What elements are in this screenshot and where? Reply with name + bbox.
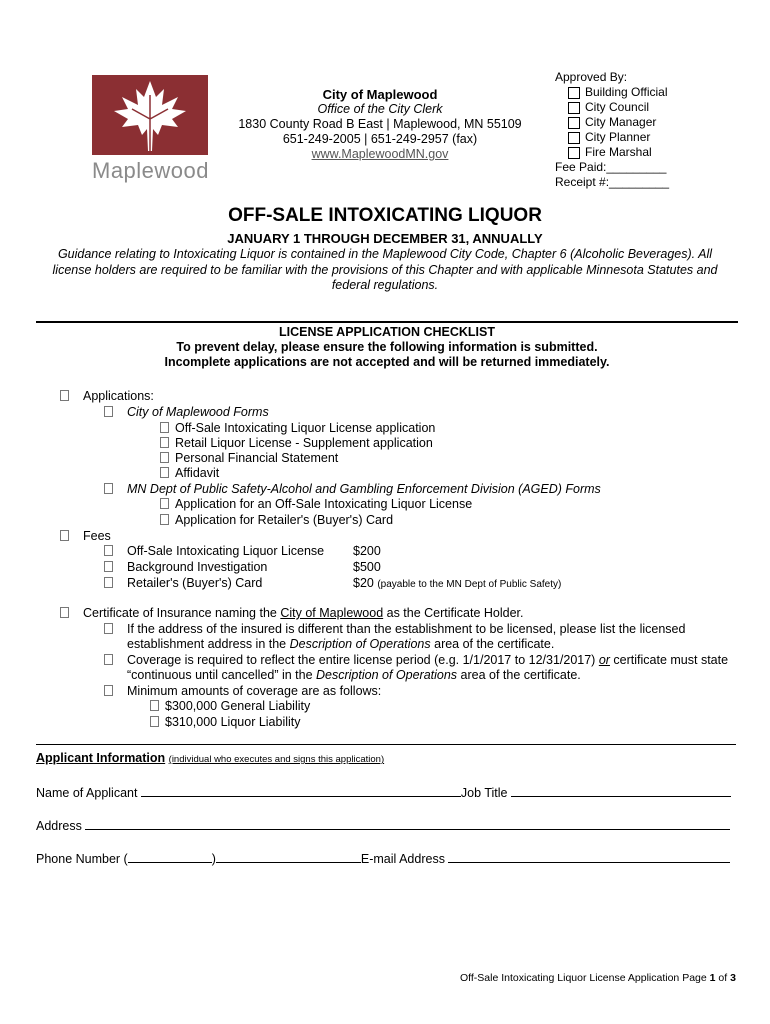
- list-item: MN Dept of Public Safety-Alcohol and Gambling Enforcement Division (AGED) Forms: [104, 482, 601, 498]
- checkbox-icon[interactable]: [104, 561, 113, 572]
- list-item: Minimum amounts of coverage are as follows:: [104, 684, 381, 700]
- checklist-title: LICENSE APPLICATION CHECKLIST: [279, 325, 495, 339]
- applicant-heading-title: Applicant Information: [36, 751, 166, 765]
- fee-amount: $200: [353, 544, 381, 558]
- list-item: City of Maplewood Forms: [104, 405, 269, 421]
- approval-option[interactable]: City Manager: [555, 115, 669, 130]
- checkbox-icon[interactable]: [160, 514, 169, 525]
- city-header: [230, 87, 530, 162]
- list-item: Applications:: [60, 389, 154, 405]
- fee-note: (payable to the MN Dept of Public Safety): [377, 579, 562, 590]
- job-title-field[interactable]: [511, 785, 731, 797]
- divider: [36, 321, 738, 323]
- checkbox-icon[interactable]: [160, 498, 169, 509]
- checkbox-icon[interactable]: [568, 117, 580, 129]
- list-item: Retail Liquor License - Supplement application: [160, 436, 433, 452]
- fee-row: Background Investigation: [104, 560, 267, 576]
- applicant-heading-note: (individual who executes and signs this application): [168, 754, 385, 765]
- list-item: Off-Sale Intoxicating Liquor License application: [160, 421, 435, 437]
- checkbox-icon[interactable]: [568, 102, 580, 114]
- city-website-link[interactable]: www.MaplewoodMN.gov: [311, 147, 449, 161]
- approval-option[interactable]: Building Official: [555, 85, 669, 100]
- checkbox-icon[interactable]: [104, 577, 113, 588]
- checkbox-icon[interactable]: [160, 467, 169, 478]
- checkbox-icon[interactable]: [160, 437, 169, 448]
- approved-by-heading: Approved By:: [555, 70, 628, 84]
- list-item: Fees: [60, 529, 111, 545]
- phone-area-code-field[interactable]: [128, 851, 212, 863]
- city-phone: 651-249-2005 | 651-249-2957 (fax): [282, 132, 478, 146]
- checkbox-icon[interactable]: [60, 607, 69, 618]
- checkbox-icon[interactable]: [60, 530, 69, 541]
- checkbox-icon[interactable]: [160, 422, 169, 433]
- checkbox-icon[interactable]: [160, 452, 169, 463]
- divider: [36, 744, 736, 745]
- list-item: $310,000 Liquor Liability: [150, 715, 301, 731]
- fee-amount: $500: [353, 560, 381, 574]
- logo-wordmark: Maplewood: [92, 158, 210, 183]
- list-item: $300,000 General Liability: [150, 699, 310, 715]
- city-address: 1830 County Road B East | Maplewood, MN 55109: [238, 117, 522, 131]
- office-name: Office of the City Clerk: [317, 102, 443, 116]
- checkbox-icon[interactable]: [60, 390, 69, 401]
- checklist-line-2: Incomplete applications are not accepted and will be returned immediately.: [164, 355, 610, 369]
- receipt-field[interactable]: Receipt #:_________: [555, 175, 670, 189]
- list-item: Coverage is required to reflect the entire license period (e.g. 1/1/2017 to 12/31/2017) or certificate must state: [104, 653, 728, 669]
- approval-option[interactable]: City Council: [555, 100, 669, 115]
- checkbox-icon[interactable]: [104, 623, 113, 634]
- applicant-heading: [36, 751, 384, 765]
- checkbox-icon[interactable]: [568, 132, 580, 144]
- list-item: Affidavit: [160, 466, 219, 482]
- checkbox-icon[interactable]: [104, 654, 113, 665]
- fee-amount: $20 (payable to the MN Dept of Public Safety): [353, 576, 562, 590]
- fee-paid-field[interactable]: Fee Paid:_________: [555, 160, 667, 174]
- email-field[interactable]: [448, 851, 730, 863]
- guidance-text: Guidance relating to Intoxicating Liquor is contained in the Maplewood City Code, Chapter 6 (Alcoholic Beverages). All license holders are required to be familiar with the provisions of this Chapter and with applicable Minnesota Statutes and federal regulations.: [52, 247, 718, 292]
- contact-row: Phone Number ( ) E-mail Address: [36, 851, 730, 866]
- checkbox-icon[interactable]: [104, 406, 113, 417]
- checkbox-icon[interactable]: [568, 147, 580, 159]
- phone-number-field[interactable]: [216, 851, 361, 863]
- checklist-line-1: To prevent delay, please ensure the following information is submitted.: [176, 340, 598, 354]
- list-item-continued: establishment address in the Description of Operations area of the certificate.: [127, 637, 555, 651]
- approval-box: [555, 70, 669, 190]
- page-subtitle: JANUARY 1 THROUGH DECEMBER 31, ANNUALLY: [227, 231, 543, 246]
- applicant-name-row: Name of Applicant Job Title: [36, 785, 731, 800]
- page-footer: Off-Sale Intoxicating Liquor License Application Page 1 of 3: [460, 972, 736, 984]
- checkbox-icon[interactable]: [104, 545, 113, 556]
- checkbox-icon[interactable]: [150, 716, 159, 727]
- list-item: If the address of the insured is different than the establishment to be licensed, please list the licensed: [104, 622, 685, 638]
- checklist-header: [36, 325, 738, 370]
- page-title: OFF-SALE INTOXICATING LIQUOR: [228, 205, 542, 226]
- approval-option[interactable]: City Planner: [555, 130, 669, 145]
- city-name: City of Maplewood: [322, 87, 438, 102]
- fee-row: Off-Sale Intoxicating Liquor License: [104, 544, 324, 560]
- list-item: Application for an Off-Sale Intoxicating Liquor License: [160, 497, 472, 513]
- fee-row: Retailer's (Buyer's) Card: [104, 576, 262, 592]
- list-item: Application for Retailer's (Buyer's) Card: [160, 513, 393, 529]
- checkbox-icon[interactable]: [150, 700, 159, 711]
- approval-option[interactable]: Fire Marshal: [555, 145, 669, 160]
- list-item: Certificate of Insurance naming the City of Maplewood as the Certificate Holder.: [60, 606, 524, 622]
- list-item-continued: “continuous until cancelled” in the Description of Operations area of the certificate.: [127, 668, 581, 682]
- checkbox-icon[interactable]: [568, 87, 580, 99]
- address-field[interactable]: [85, 818, 730, 830]
- maplewood-logo: [92, 75, 210, 187]
- applicant-name-field[interactable]: [141, 785, 461, 797]
- list-item: Personal Financial Statement: [160, 451, 338, 467]
- checkbox-icon[interactable]: [104, 483, 113, 494]
- maple-leaf-icon: [92, 75, 208, 155]
- checkbox-icon[interactable]: [104, 685, 113, 696]
- address-row: Address: [36, 818, 730, 833]
